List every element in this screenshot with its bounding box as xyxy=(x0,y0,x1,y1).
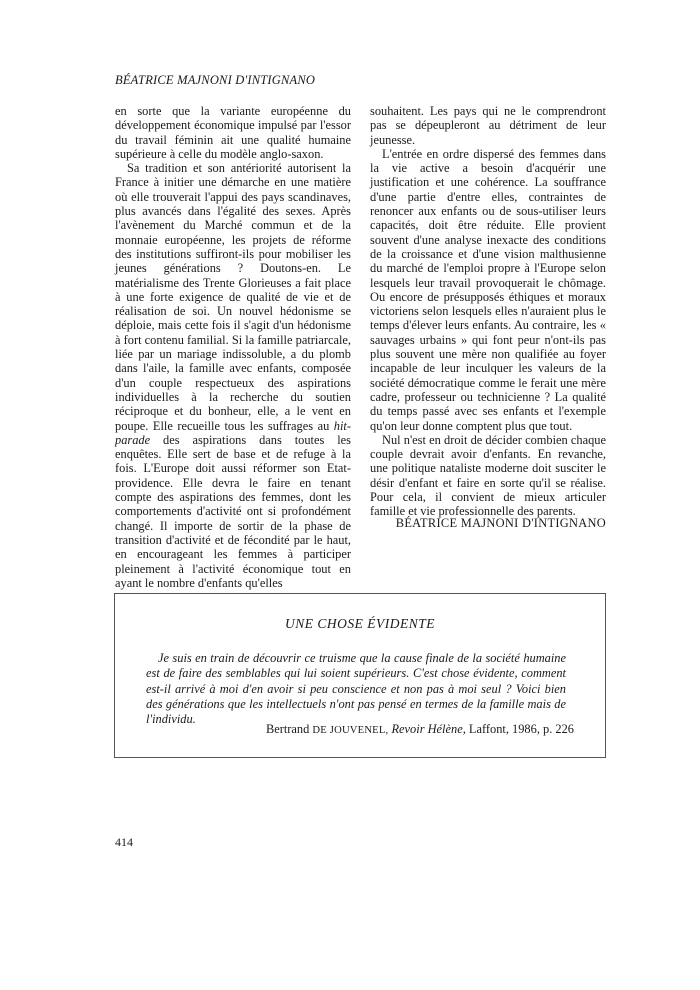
left-paragraph-2-start: Sa tradition et son antériorité autorisent la France à initier une démarche en une matière où elle trouverait l'appui des pays scandinaves, plus avancés dans l'égalité des sexes. Après l'avènement du Marché commun et de la monnaie européenne, les projets de réforme des institutions suffiront-ils pour mobiliser les jeunes générations ? Doutons-en. Le matérialisme des Trente Glorieuses a fait place à une forte exigence de qualité de vie et de réalisation de soi. Un nouvel hédonisme se déploie, mais cette fois il s'agit d'un hédonisme à fort contenu familial. Si la famille patriarcale, liée par un mariage indissoluble, a du plomb dans l'aile, la famille avec enfants, composée d'un couple respectueux des aspirations individuelles à la recherche du soutien réciproque et du bonheur, elle, a le vent en poupe. Elle recueille tous les suffrages au xyxy=(115,161,351,433)
left-paragraph-1: en sorte que la variante européenne du développement économique impulsé par l'essor du travail féminin ait une qualité humaine supérieure à celle du modèle anglo-saxon. xyxy=(115,104,351,161)
left-paragraph-2 xyxy=(115,161,351,590)
quote-source-work: Revoir Hélène, xyxy=(391,722,466,736)
right-paragraph-2: L'entrée en ordre dispersé des femmes dans la vie active a besoin d'acquérir une justification et une cohérence. La souffrance d'une partie d'entre elles, contraintes de renoncer aux enfants ou de sous-utiliser leurs capacités, doit être réduite. Elle provient souvent d'une analyse inexacte des conditions de la croissance et d'une vision malthusienne du marché de l'emploi propre à l'Europe selon lesquels leur travail provoquerait le chômage. Ou encore de présupposés éthiques et moraux victoriens selon lesquels elles n'auraient plus le temps d'élever leurs enfants. Au contraire, les « sauvages urbains » qui font peur n'ont-ils pas plus souvent une mère non qualifiée au foyer incapable de leur inculquer les valeurs de la société démocratique comme le ferait une mère cadre, professeur ou technicienne ? La qualité du temps passé avec ses enfants et l'exemple qu'on leur donne comptent plus que tout. xyxy=(370,146,606,433)
quote-source xyxy=(266,722,574,737)
page-number: 414 xyxy=(115,835,133,849)
quote-text: Je suis en train de découvrir ce truisme que la cause finale de la société humaine est de faire des semblables qui lui soient supérieurs. C'est chose évidente, comment est-il arrivé à moi d'en avoir si peu conscience et non pas à moi seul ? Voici bien des générations que les intellectuels n'ont pas pensé en termes de la famille mais de l'individu. xyxy=(146,651,566,727)
right-column xyxy=(370,104,606,519)
quote-title: UNE CHOSE ÉVIDENTE xyxy=(285,616,435,631)
left-column xyxy=(115,104,351,590)
quote-box xyxy=(114,593,606,758)
right-paragraph-3: Nul n'est en droit de décider combien chaque couple devrait avoir d'enfants. En revanche, une politique nataliste moderne doit susciter le désir d'enfant et faire en sorte qu'il se réalise. Pour cela, il convient de mieux articuler famille et vie professionnelle des parents. xyxy=(370,432,606,519)
quote-source-first-name: Bertrand xyxy=(265,722,310,736)
quote-source-publisher: Laffont, 1986, p. 226 xyxy=(468,722,574,736)
running-head: BÉATRICE MAJNONI D'INTIGNANO xyxy=(115,73,316,87)
right-paragraph-1: souhaitent. Les pays qui ne le comprendront pas se dépeupleront au détriment de leur jeunesse. xyxy=(370,104,606,147)
hit-parade-term: hit-parade xyxy=(115,418,351,447)
left-paragraph-2-end: des aspirations dans toutes les enquêtes. Elle sert de base et de refuge à la fois. L'Europe doit aussi réformer son Etat-providence. Elle devra le faire en tenant compte des aspirations des femmes, dont les comportements d'activité ont si profondément changé. Il importe de sortir de la phase de transition d'activité et de fécondité par le haut, en encourageant les femmes à participer pleinement à l'activité économique tout en ayant le nombre d'enfants qu'elles xyxy=(115,432,351,590)
author-signature: BÉATRICE MAJNONI D'INTIGNANO xyxy=(395,516,606,530)
quote-source-last-name: DE JOUVENEL, xyxy=(312,725,389,736)
